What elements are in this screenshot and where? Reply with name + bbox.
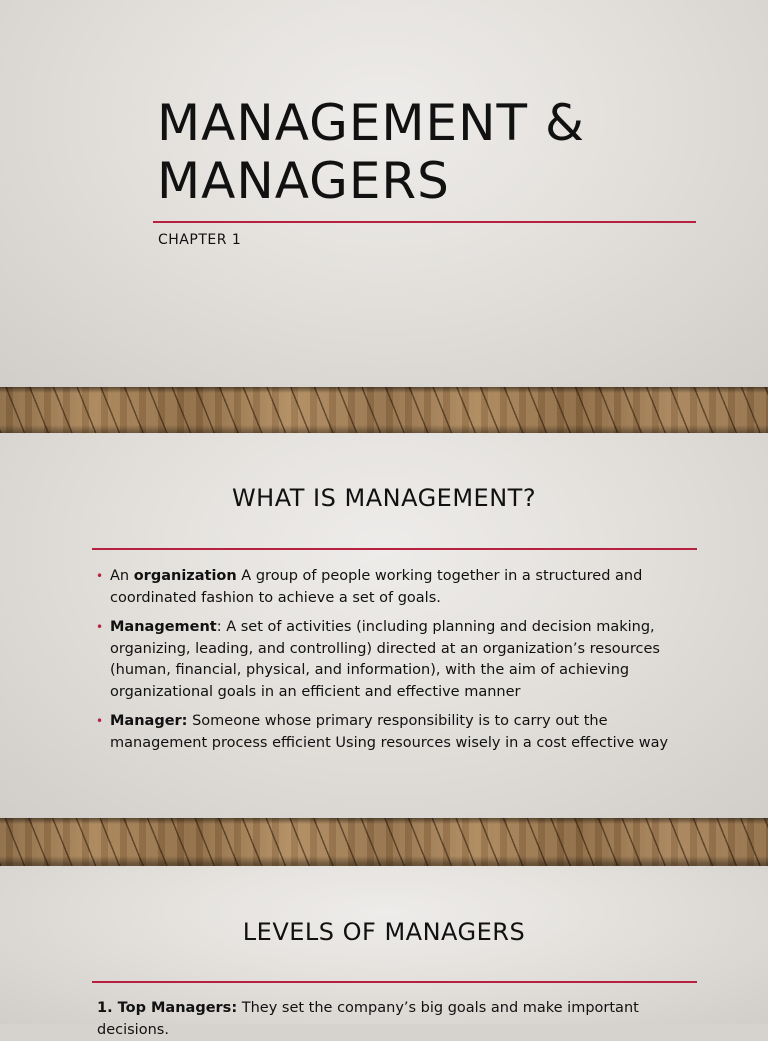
wood-floor-divider — [0, 387, 768, 433]
list-item — [97, 998, 697, 1041]
bullet-text: Someone whose primary responsibility is to carry out the management process efficient Using resources wisely in a cost effective way — [110, 713, 669, 751]
bullet-term: organization — [133, 568, 237, 584]
title-divider — [153, 221, 696, 223]
bullet-icon: • — [96, 620, 104, 634]
bullet-text: A group of people working together in a structured and coordinated fashion to achieve a set of goals. — [110, 568, 643, 606]
heading-divider — [92, 981, 697, 983]
levels-slide — [0, 866, 768, 1038]
list-item — [96, 617, 700, 703]
slide-heading: LEVELS OF MANAGERS — [242, 918, 526, 946]
definition-slide — [0, 433, 768, 818]
title-slide — [0, 0, 768, 387]
chapter-subtitle: CHAPTER 1 — [158, 232, 242, 248]
wood-floor-divider — [0, 818, 768, 866]
list-item — [96, 711, 700, 754]
bullet-term: Management — [110, 619, 217, 635]
bullet-prefix: An — [110, 568, 134, 584]
bullet-icon: • — [96, 569, 104, 583]
heading-divider — [92, 548, 697, 550]
bullet-text: : A set of activities (including planning and decision making, organizing, leading, and controlling) directed at an organization’s resources (human, financial, physical, and information), with the aim of achieving organizational goals in an efficient and effective manner — [110, 619, 660, 700]
bullet-icon: • — [96, 714, 104, 728]
bullet-term: Manager: — [110, 713, 188, 729]
slide-heading: WHAT IS MANAGEMENT? — [231, 484, 537, 512]
level-term: 1. Top Managers: — [97, 1000, 238, 1016]
levels-list — [97, 998, 697, 1041]
level-text: They set the company’s big goals and make important decisions. — [97, 1000, 639, 1038]
presentation-title: MANAGEMENT & MANAGERS — [157, 94, 585, 210]
list-item — [96, 566, 700, 609]
definition-list — [96, 566, 700, 762]
